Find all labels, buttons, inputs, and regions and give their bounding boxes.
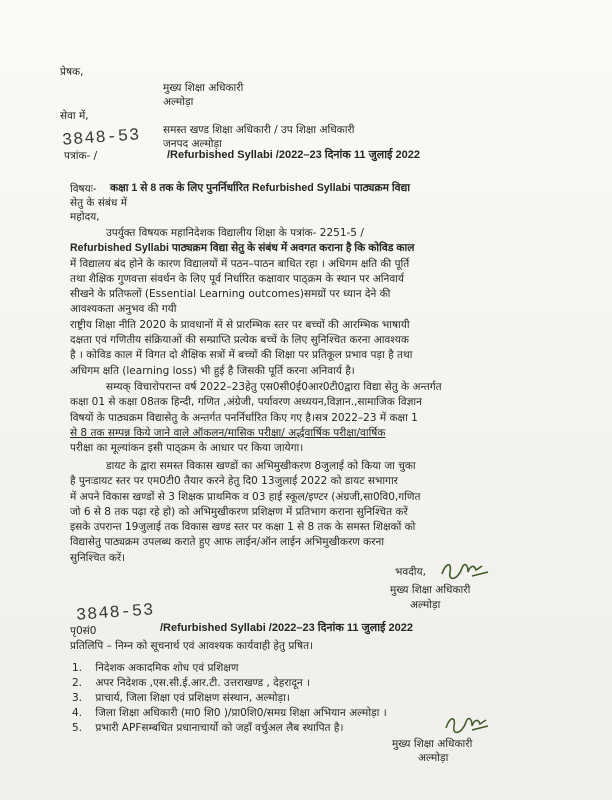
body-line: सुनिश्चित करें। xyxy=(70,551,126,564)
sender-label: प्रेषक, xyxy=(60,66,84,78)
body-line: इसके उपरान्त 19जुलाई तक विकास खण्ड स्तर पर कक्षा 1 से 8 तक के समस्त शिक्षकों को xyxy=(70,521,416,534)
list-item xyxy=(72,662,238,675)
body-line: डायट के द्वारा समस्त विकास खण्डों का अभिमुखीकरण 8जुलाई को किया जा चुका xyxy=(106,460,416,472)
body-line: कक्षा 01 से कक्षा 08तक हिन्दी, गणित ,अंग्रेजी, पर्यावरण अध्ययन,विज्ञान.,सामाजिक विज्ञान xyxy=(70,396,422,409)
list-item-number: 3. xyxy=(72,692,83,704)
closing-place: अल्मोड़ा xyxy=(410,599,441,611)
copy-number-handwritten: 3848-53 xyxy=(75,601,155,626)
footer-designation: मुख्य शिक्षा अधिकारी xyxy=(392,738,473,750)
list-item-number: 2. xyxy=(72,677,83,689)
subject-line1: कक्षा 1 से 8 तक के लिए पुनर्निर्धारित Refurbished Syllabi पाठ्यक्रम विद्या xyxy=(110,182,410,194)
body-line: आवश्यकता अनुभव की गयी xyxy=(70,303,177,316)
copy-ref-text: /Refurbished Syllabi /2022–23 दिनांक 11 जुलाई 2022 xyxy=(160,622,413,634)
recipient-line2: जनपद अल्मोड़ा xyxy=(163,138,222,150)
body-line: राष्ट्रीय शिक्षा नीति 2020 के प्रावधानों में से प्रारम्भिक स्तर पर बच्चों की आरम्भिक भाषायी xyxy=(70,318,410,331)
body-line: तथा शैक्षिक गुणवत्ता संवर्धन के लिए पूर्व निर्धारित कक्षावार पाठ्क्रम के स्थान पर अनिवार्य xyxy=(70,272,404,285)
body-paragraph-1 xyxy=(70,226,560,379)
body-paragraph-2 xyxy=(70,380,560,456)
body-line: है । कोविड काल में विगत दो शैक्षिक सत्रों में बच्चों की शिक्षा पर प्रतिकूल प्रभाव पड़ा है तथा xyxy=(70,349,413,362)
letter-ref-text: /Refurbished Syllabi /2022–23 दिनांक 11 जुलाई 2022 xyxy=(167,149,420,161)
body-line: सीखने के प्रतिफलों (Essential Learning outcomes)समग्रों पर ध्यान देने की xyxy=(70,288,391,301)
body-line: विद्यासेतु पाठ्यक्रम उपलब्ध कराते हुए आफ लाईन/ऑन लाईन अभिमुखीकरण करना xyxy=(70,536,385,549)
copy-intro: प्रतिलिपि – निम्न को सूचनार्थ एवं आवश्यक कार्यवाही हेतु प्रषित। xyxy=(70,640,314,652)
list-item-text: प्राचार्य, जिला शिक्षा एवं प्रशिक्षण संस्थान, अल्मोड़ा। xyxy=(95,692,290,704)
list-item-text: निदेशक अकादमिक शोध एवं प्रशिक्षण xyxy=(95,662,239,674)
body-line: सम्यक् विचारोपरान्त वर्ष 2022–23हेतु एस0सी0ई0आर0टी0द्वारा विद्या सेतु के अन्तर्गत xyxy=(106,381,442,393)
list-item-text: प्रभारी APFसम्बधित प्रधानाचार्यो को जहाँ वर्चुअल लैब स्थापित है। xyxy=(95,722,344,734)
body-line: दक्षता एवं गणितीय संक्रियाओं की सम्प्राप्ति प्रत्येक बच्चें के लिए सुनिश्चित करना आवश्यक xyxy=(70,334,409,347)
body-line: अधिगम क्षति (learning loss) भी हुई है जिसकी पूर्ति करना अनिवार्य है। xyxy=(70,364,355,377)
recipient-line1: समस्त खण्ड शिक्षा अधिकारी / उप शिक्षा अधिकारी xyxy=(163,124,355,136)
body-line: उपर्युक्त विषयक महानिदेशक विद्यालीय शिक्षा के पत्रांक- 2251-5 / xyxy=(106,227,364,239)
list-item xyxy=(72,707,387,720)
letter-number-handwritten: 3848-53 xyxy=(61,126,141,151)
footer-place: अल्मोड़ा xyxy=(418,752,449,764)
body-line: में विद्यालय बंद होने के कारण विद्यालयों में पठन–पाठन बाधित रहा । अधिगम क्षति की पूर्ति xyxy=(70,257,410,270)
list-item xyxy=(72,677,310,690)
body-paragraph-3 xyxy=(70,459,560,566)
copy-ref-label: पृ0सं0 xyxy=(70,625,97,637)
body-line: में अपने विकास खण्डों से 3 शिक्षक प्राथमिक व 03 हाई स्कूल/इण्टर (अंग्रजी,सा0वि0,गणित xyxy=(70,490,421,503)
body-line: जो 6 से 8 तक पढ़ा रहे हो) को अभिमुखीकरण प्रशिक्षण में प्रतिभाग कराना सुनिश्चित करें xyxy=(70,505,408,518)
recipient-label: सेवा में, xyxy=(60,110,89,122)
list-item-text: अपर निदेशक ,एस.सी.ई.आर.टी. उत्तराखण्ड , देहरादून । xyxy=(95,677,311,689)
closing-designation: मुख्य शिक्षा अधिकारी xyxy=(390,584,471,596)
body-line: परीक्षा का मूल्यांकन इसी पाठ्क्रम के आधार पर किया जायेगा। xyxy=(70,442,304,455)
subject-line2: सेतु के संबंध में xyxy=(70,197,127,209)
subject-label: विषयः- xyxy=(70,183,97,195)
closing-bhavdiya: भवदीय, xyxy=(395,566,426,578)
list-item-text: जिला शिक्षा अधिकारी (मा0 शि0 )/प्रा0शि0/समग्र शिक्षा अभियान अल्मोड़ा । xyxy=(95,707,387,719)
body-line: है पुनःडायट स्तर पर एम0टी0 तैयार करने हेतु दि0 13जुलाई 2022 को डायट सभागार xyxy=(70,475,398,488)
body-line: Refurbished Syllabi पाठ्यक्रम विद्या सेतु के संबंध में अवगत कराना है कि कोविड काल xyxy=(70,242,415,255)
signature-1 xyxy=(438,558,494,584)
sender-place: अल्मोड़ा xyxy=(163,96,194,108)
body-line: विषयों के पाठ्यक्रम विद्यासेतु के अन्तर्गत पनर्निर्धारित किए गए है।सत्र 2022–23 में कक्षा 1 xyxy=(70,411,418,424)
salutation: महोदय, xyxy=(70,211,100,223)
list-item-number: 1. xyxy=(72,662,83,674)
signature-2 xyxy=(442,712,492,738)
list-item-number: 5. xyxy=(72,722,83,734)
letter-ref-label: पत्रांक- / xyxy=(64,150,98,162)
sender-designation: मुख्य शिक्षा अधिकारी xyxy=(163,82,244,94)
body-line: से 8 तक सम्पन्न किये जाने वाले ऑकलन/मासिक परीक्षा/ अर्द्धवार्षिक परीक्षा/वार्षिक xyxy=(70,426,386,439)
list-item-number: 4. xyxy=(72,707,83,719)
list-item xyxy=(72,722,343,735)
list-item xyxy=(72,692,290,705)
